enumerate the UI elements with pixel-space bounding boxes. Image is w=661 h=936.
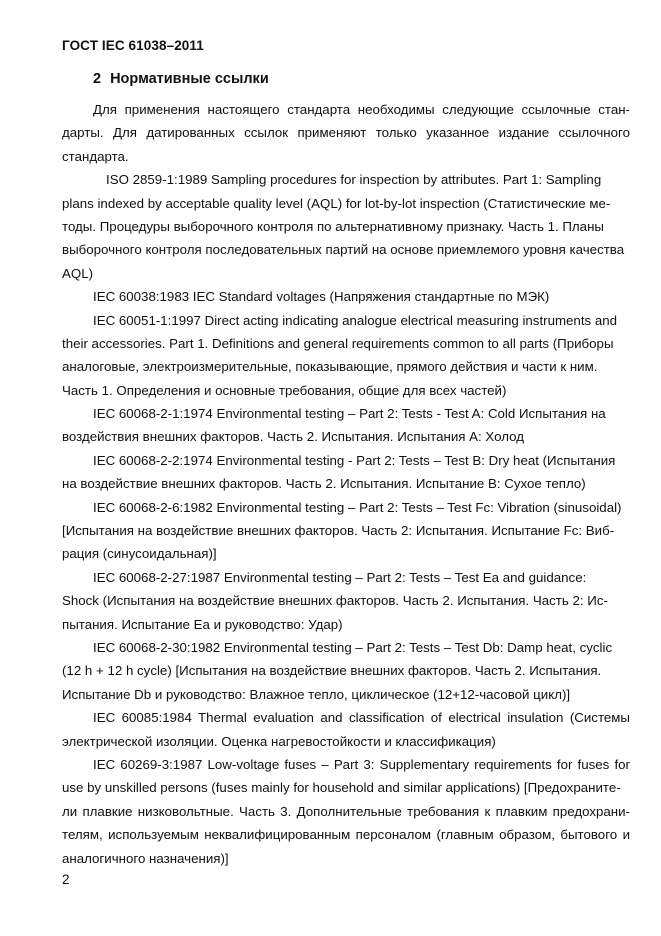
text-line: выборочного контроля последовательных партий на основе приемлемого уровня качества [62,242,625,258]
text-line: ли плавкие низковольтные. Часть 3. Дополнительные требования к плавким предохрани- [62,803,630,819]
text-line: телям, используемым неквалифицированным персоналом (главным образом, бытового и [62,827,630,843]
document-header-id: ГОСТ IEC 61038–2011 [62,38,204,53]
text-line: IEC 60085:1984 Thermal evaluation and classification of electrical insulation (Системы [93,710,630,726]
text-line: Для применения настоящего стандарта необходимы следующие ссылочные стан- [93,102,630,117]
text-line: IEC 60068-2-1:1974 Environmental testing – Part 2: Tests - Test A: Cold Испытания на [93,406,606,422]
text-line: на воздействие внешних факторов. Часть 2. Испытания. Испытание B: Сухое тепло) [62,476,586,492]
text-line: рация (синусоидальная)] [62,546,217,562]
text-line: IEC 60269-3:1987 Low-voltage fuses – Part 3: Supplementary requirements for fuses for [93,756,630,772]
text-line: электрической изоляции. Оценка нагревостойкости и классификация) [62,733,496,749]
text-line: IEC 60051-1:1997 Direct acting indicating analogue electrical measuring instruments and [93,312,618,328]
text-line: воздействия внешних факторов. Часть 2. Испытания. Испытания A: Холод [62,429,525,445]
text-line: Shock (Испытания на воздействие внешних факторов. Часть 2. Испытания. Часть 2: Ис- [62,593,608,609]
text-line: пытания. Испытание Ea и руководство: Удар) [62,616,343,632]
text-line: [Испытания на воздействие внешних факторов. Часть 2: Испытания. Испытание Fc: Виб- [62,523,615,539]
text-line: Испытание Db и руководство: Влажное тепло, циклическое (12+12-часовой цикл)] [62,686,571,702]
section-number: 2 [93,71,102,87]
text-line: дарты. Для датированных ссылок применяют только указанное издание ссылочного [62,125,630,141]
text-line: their accessories. Part 1. Definitions and general requirements common to all parts (Приборы [62,335,614,351]
text-line: стандарта. [62,148,129,164]
text-line: IEC 60068-2-2:1974 Environmental testing - Part 2: Tests – Test B: Dry heat (Испытания [93,452,616,468]
text-line: IEC 60068-2-27:1987 Environmental testing – Part 2: Tests – Test Ea and guidance: [93,569,587,585]
section-heading [93,71,269,87]
text-line: IEC 60068-2-30:1982 Environmental testing – Part 2: Tests – Test Db: Damp heat, cyclic [93,639,613,655]
text-line: аналогичного назначения)] [62,850,229,866]
text-line: use by unskilled persons (fuses mainly for household and similar applications) [Предохраните- [62,780,621,796]
section-title-text: Нормативные ссылки [110,71,269,87]
text-line: (12 h + 12 h cycle) [Испытания на воздействие внешних факторов. Часть 2. Испытания. [62,663,602,679]
text-line: ISO 2859-1:1989 Sampling procedures for inspection by attributes. Part 1: Sampling [106,172,602,188]
text-line: plans indexed by acceptable quality level (AQL) for lot-by-lot inspection (Статистические ме- [62,195,611,211]
text-line: тоды. Процедуры выборочного контроля по альтернативному признаку. Часть 1. Планы [62,218,604,234]
body-text [62,98,630,870]
text-line: аналоговые, электроизмерительные, показывающие, прямого действия и части к ним. [62,359,598,375]
text-line: IEC 60068-2-6:1982 Environmental testing – Part 2: Tests – Test Fc: Vibration (sinusoidal) [93,499,622,515]
text-line: AQL) [62,265,94,281]
text-line: IEC 60038:1983 IEC Standard voltages (Напряжения стандартные по МЭК) [93,289,550,305]
page-number: 2 [62,872,70,887]
text-line: Часть 1. Определения и основные требования, общие для всех частей) [62,382,507,398]
